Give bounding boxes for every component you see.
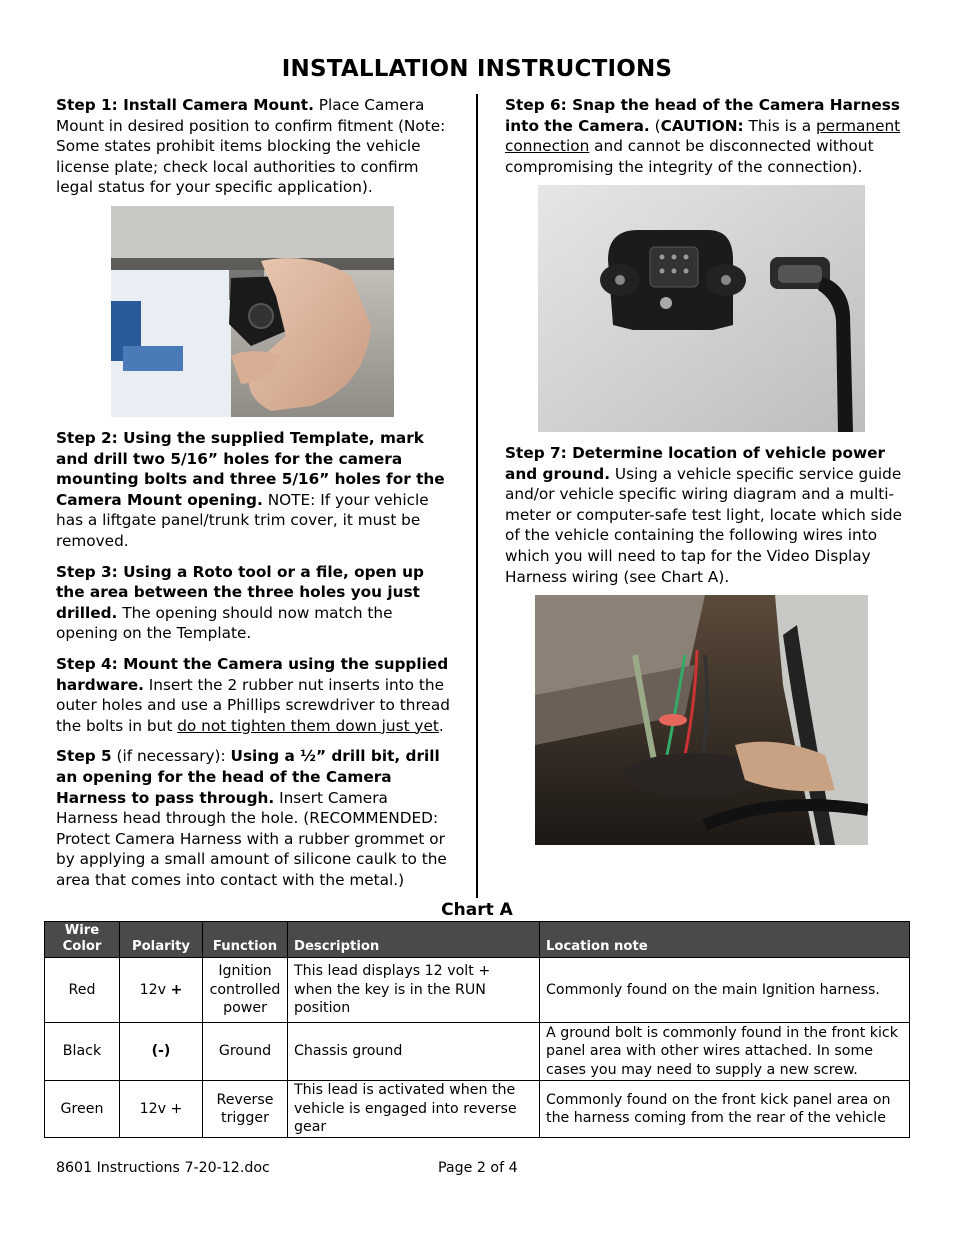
- function-cell: Ground: [203, 1023, 288, 1081]
- step-5-paren: (if necessary):: [111, 747, 231, 766]
- description-cell: Chassis ground: [288, 1023, 540, 1081]
- polarity-sign: +: [170, 981, 183, 998]
- polarity-cell: [120, 958, 203, 1023]
- step-4-end: .: [438, 716, 444, 735]
- step-6-open: (: [649, 116, 661, 135]
- step-1-heading: Step 1: Install Camera Mount.: [56, 96, 314, 114]
- function-cell: Ignition controlled power: [203, 958, 288, 1023]
- function-cell: Reverse trigger: [203, 1081, 288, 1138]
- step-3-body: The opening should now match the opening on the Template.: [56, 603, 393, 643]
- step-2: [56, 428, 452, 552]
- wire-color-cell: Black: [45, 1023, 120, 1081]
- step-5-heading-2: Using a ½” drill bit, drill an opening for the head of the Camera Harness to pass through.: [56, 747, 440, 807]
- footer-filename: 8601 Instructions 7-20-12.doc: [56, 1160, 270, 1176]
- step-6-end: and cannot be disconnected without compromising the integrity of the connection).: [505, 137, 874, 176]
- step-1: [56, 95, 452, 198]
- step-3: [56, 562, 452, 644]
- camera-harness-photo: [538, 185, 865, 432]
- polarity-sign: (-): [151, 1043, 171, 1060]
- step-2-body: NOTE: If your vehicle has a liftgate panel/trunk trim cover, it must be removed.: [56, 490, 429, 550]
- step-4-heading: Step 4: Mount the Camera using the supplied hardware.: [56, 654, 449, 694]
- step-6-underline: permanent connection: [505, 116, 901, 156]
- step-6: [505, 95, 907, 177]
- polarity-prefix: 12v: [139, 981, 171, 998]
- table-row: [45, 1081, 910, 1138]
- header-polarity: Polarity: [120, 922, 203, 958]
- step-7: [505, 443, 907, 587]
- location-cell: Commonly found on the front kick panel area on the harness coming from the rear of the vehicle: [540, 1081, 910, 1138]
- wire-color-cell: Green: [45, 1081, 120, 1138]
- step-6-mid: This is a: [743, 116, 816, 135]
- header-location-note: Location note: [540, 922, 910, 958]
- location-cell: Commonly found on the main Ignition harness.: [540, 958, 910, 1023]
- step-4: [56, 654, 452, 736]
- table-row: [45, 1023, 910, 1081]
- left-column-lower: [56, 428, 452, 900]
- right-column-lower: [505, 443, 907, 587]
- right-column: [505, 95, 907, 187]
- polarity-prefix: 12v +: [139, 1100, 183, 1117]
- footer-page-number: Page 2 of 4: [438, 1160, 518, 1176]
- chart-title: Chart A: [441, 900, 513, 920]
- polarity-cell: [120, 1081, 203, 1138]
- vehicle-wiring-photo: [535, 595, 868, 845]
- left-column: [56, 95, 452, 198]
- wiring-chart: [44, 921, 910, 1138]
- step-4-underline: do not tighten them down just yet: [177, 716, 439, 735]
- header-function: Function: [203, 922, 288, 958]
- header-wire-color: Wire Color: [45, 922, 120, 958]
- wire-color-cell: Red: [45, 958, 120, 1023]
- description-cell: This lead displays 12 volt + when the key is in the RUN position: [288, 958, 540, 1023]
- polarity-cell: [120, 1023, 203, 1081]
- step-6-caution: CAUTION:: [660, 116, 744, 135]
- step-5-body: Insert Camera Harness head through the hole. (RECOMMENDED: Protect Camera Harness with a rubber grommet or by applying a small amount of silicone caulk to the area that comes into contact with the metal.): [56, 788, 447, 889]
- camera-mount-photo: [111, 206, 394, 417]
- step-4-body: Insert the 2 rubber nut inserts into the outer holes and use a Phillips screwdriver to thread the bolts in but: [56, 675, 450, 735]
- step-3-heading: Step 3: Using a Roto tool or a file, open up the area between the three holes you just drilled.: [56, 562, 424, 622]
- table-row: [45, 958, 910, 1023]
- description-cell: This lead is activated when the vehicle is engaged into reverse gear: [288, 1081, 540, 1138]
- step-6-heading: Step 6: Snap the head of the Camera Harness into the Camera.: [505, 96, 900, 135]
- step-2-heading: Step 2: Using the supplied Template, mark and drill two 5/16” holes for the camera mounting bolts and three 5/16” holes for the Camera Mount opening.: [56, 429, 445, 509]
- page-title: INSTALLATION INSTRUCTIONS: [281, 56, 673, 82]
- chart-header-row: [45, 922, 910, 958]
- header-description: Description: [288, 922, 540, 958]
- step-1-body: Place Camera Mount in desired position to confirm fitment (Note: Some states prohibit items blocking the vehicle license plate; check local authorities to confirm legal status for your specific application).: [56, 96, 446, 197]
- column-divider: [476, 94, 478, 898]
- step-7-body: Using a vehicle specific service guide and/or vehicle specific wiring diagram and a multi-meter or computer-safe test light, locate which side of the vehicle containing the following wires into which you will need to tap for the Video Display Harness wiring (see Chart A).: [505, 464, 902, 586]
- location-cell: A ground bolt is commonly found in the front kick panel area with other wires attached. In some cases you may need to supply a new screw.: [540, 1023, 910, 1081]
- step-7-heading: Step 7: Determine location of vehicle power and ground.: [505, 444, 886, 483]
- step-5-heading: Step 5: [56, 747, 112, 766]
- step-5: [56, 746, 452, 890]
